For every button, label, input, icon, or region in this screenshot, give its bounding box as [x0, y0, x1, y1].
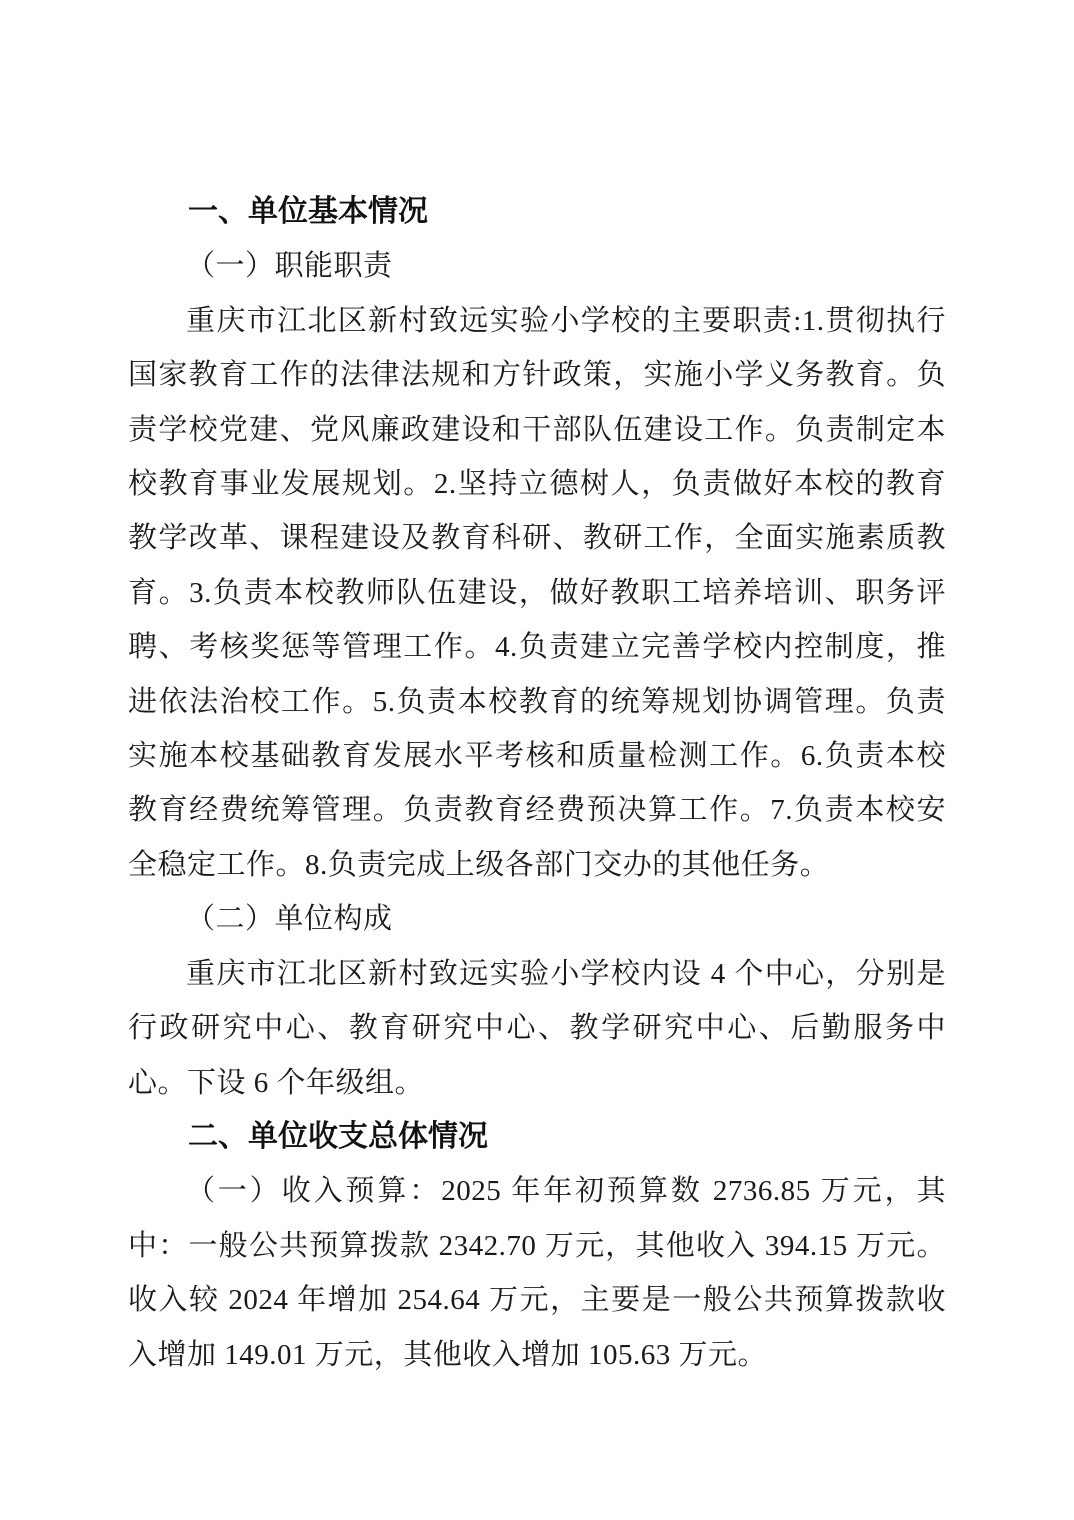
duties-paragraph: 重庆市江北区新村致远实验小学校的主要职责:1.贯彻执行国家教育工作的法律法规和方针政策，实施小学义务教育。负责学校党建、党风廉政建设和干部队伍建设工作。负责制定本校教育事业发展规划。2.坚持立德树人，负责做好本校的教育教学改革、课程建设及教育科研、教研工作，全面实施素质教育。3.负责本校教师队伍建设，做好教职工培养培训、职务评聘、考核奖惩等管理工作。4.负责建立完善学校内控制度，推进依法治校工作。5.负责本校教育的统筹规划协调管理。负责实施本校基础教育发展水平考核和质量检测工作。6.负责本校教育经费统筹管理。负责教育经费预决算工作。7.负责本校安全稳定工作。8.负责完成上级各部门交办的其他任务。	[128, 304, 946, 881]
section-1-sub-2-heading: （二）单位构成	[186, 903, 393, 936]
page-text-block	[128, 185, 946, 1382]
unit-composition-paragraph: 重庆市江北区新村致远实验小学校内设 4 个中心，分别是行政研究中心、教育研究中心、教学研究中心、后勤服务中心。下设 6 个年级组。	[128, 957, 946, 1099]
section-2-heading: 二、单位收支总体情况	[188, 1119, 488, 1153]
section-1-heading: 一、单位基本情况	[188, 195, 428, 228]
section-1-sub-1-heading: （一）职能职责	[186, 250, 393, 283]
income-budget-paragraph: （一）收入预算：2025 年年初预算数 2736.85 万元，其中：一般公共预算拨款 2342.70 万元，其他收入 394.15 万元。收入较 2024 年增加 254.64 万元，主要是一般公共预算拨款收入增加 149.01 万元，其他收入增加 105.63 万元。	[128, 1175, 946, 1371]
